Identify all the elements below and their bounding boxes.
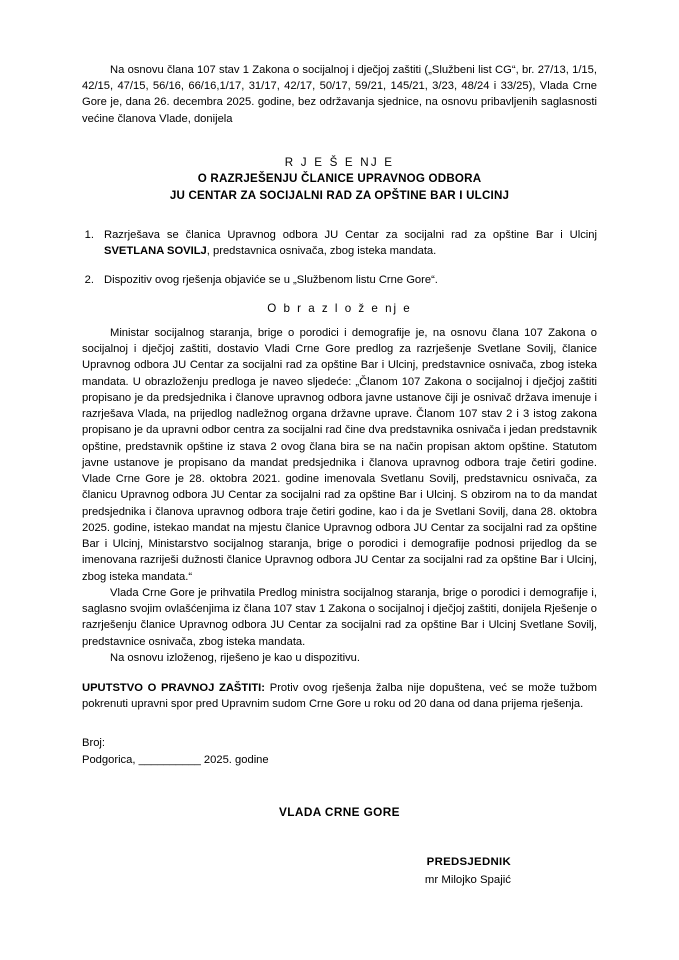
place-date-line: Podgorica, __________ 2025. godine [82,753,269,766]
title-rjesenje: R J E Š E NJ E [284,155,395,169]
person-name: SVETLANA SOVILJ [104,245,207,257]
list-item-body [104,272,597,288]
list-item [82,272,597,288]
dispositive-list [82,227,597,289]
broj-label: Broj: [82,736,106,749]
legal-notice [82,680,597,713]
issuing-authority: VLADA CRNE GORE [279,804,400,819]
list-item-text-after: , predstavnica osnivača, zbog isteka mandata. [206,245,437,257]
legal-notice-text: Protiv ovog rješenja žalba nije dopuštena, već se može tužbom pokrenuti upravni spor pred Upravnim sudom Crne Gore u roku od 20 dana od dana prijema rješenja. [82,682,597,711]
list-item [82,227,597,260]
title-line-2: O RAZRJEŠENJU ČLANICE UPRAVNOG ODBORA [197,172,482,186]
list-item-number: 1. [84,228,94,241]
obrazlozenje-paragraph-1: Ministar socijalnog staranja, brige o porodici i demografije je, na osnovu člana 107 Zakona o socijalnoj i dječjoj zaštiti, dostavio Vladi Crne Gore predlog za razrješenje Svetlane Sovilj, članice Upravnog odbora JU Centar za socijalni rad za opštine Bar i Ulcinj, predstavnice osnivača, zbog isteka mandata. U obrazloženju predloga je naveo sljedeće: „Članom 107 Zakona o socijalnoj i dječjoj zaštiti propisano je da predsjednika i članove upravnog odbora javne ustanove čiji je osnivač država imenuje i razrješava Vlada, na prijedlog nadležnog organa državne uprave. Članom 107 stav 2 i 3 istog zakona propisano je da upravni odbor centra za socijalni rad čine dva predstavnika osnivača i jedan predstavnik opštine, predstavnik opštine iz stava 2 ovog člana bira se na način propisan aktom opštine. Statutom javne ustanove je propisano da mandat predsjednika i članova upravnog odbora traje četiri godine. Vlade Crne Gore je 28. oktobra 2021. godine imenovala Svetlanu Sovilj, predstavnicu osnivača, za članicu Upravnog odbora JU Centar za socijalni rad za opštine Bar i Ulcinj. S obzirom na to da mandat predsjednika i članova upravnog odbora traje četiri godine, kao i da je Svetlani Sovilj, dana 28. oktobra 2025. godine, istekao mandat na mjestu članice Upravnog odbora JU Centar za socijalni rad za opštine Bar i Ulcinj, Ministarstvo socijalnog staranja, brige o porodici i demografije podnosi prijedlog da se imenovana razriješi dužnosti članice Upravnog odbora JU Centar za socijalni rad za opštine Bar i Ulcinj, zbog isteka mandata.“ [82,326,597,583]
obrazlozenje-paragraph-2: Vlada Crne Gore je prihvatila Predlog ministra socijalnog staranja, brige o porodici i demografije i, saglasno svojim ovlašćenjima iz člana 107 stav 1 Zakona o socijalnoj i dječjoj zaštiti, donijela Rješenje o razrješenju članice Upravnog odbora JU Centar za socijalni rad za opštine Bar i Ulcinj Svetlane Sovilj, predstavnice osnivača, zbog isteka mandata. [82,586,597,648]
obrazlozenje-heading: O b r a z l o ž e nj e [267,301,412,315]
list-item-text-before: Razrješava se članica Upravnog odbora JU Centar za socijalni rad za opštine Bar i Ulcinj [104,228,597,241]
list-item-number: 2. [84,274,94,287]
list-item-text-before: Dispozitiv ovog rješenja objaviće se u „Službenom listu Crne Gore“. [104,274,438,287]
intro-paragraph: Na osnovu člana 107 stav 1 Zakona o socijalnoj i dječjoj zaštiti („Službeni list CG“, br. 27/13, 1/15, 42/15, 47/15, 56/16, 66/16,1/17, 31/17, 42/17, 50/17, 59/21, 145/21, 3/23, 48/24 i 33/25), Vlada Crne Gore je, dana 26. decembra 2025. godine, bez održavanja sjednice, na osnovu pribavljenih saglasnosti većine članova Vlade, donijela [82,64,597,125]
title-line-3: JU CENTAR ZA SOCIJALNI RAD ZA OPŠTINE BAR I ULCINJ [169,189,510,202]
signature-name: mr Milojko Spajić [424,873,511,886]
obrazlozenje-paragraph-3: Na osnovu izloženog, riješeno je kao u dispozitivu. [110,651,360,664]
legal-notice-heading: UPUTSTVO O PRAVNOJ ZAŠTITI: [82,682,266,695]
list-item-body [104,227,597,260]
obrazlozenje-body [82,325,597,666]
signature-block [82,853,597,889]
signature-role: PREDSJEDNIK [426,855,511,868]
reference-block [82,735,597,769]
document-title-block [82,155,597,205]
